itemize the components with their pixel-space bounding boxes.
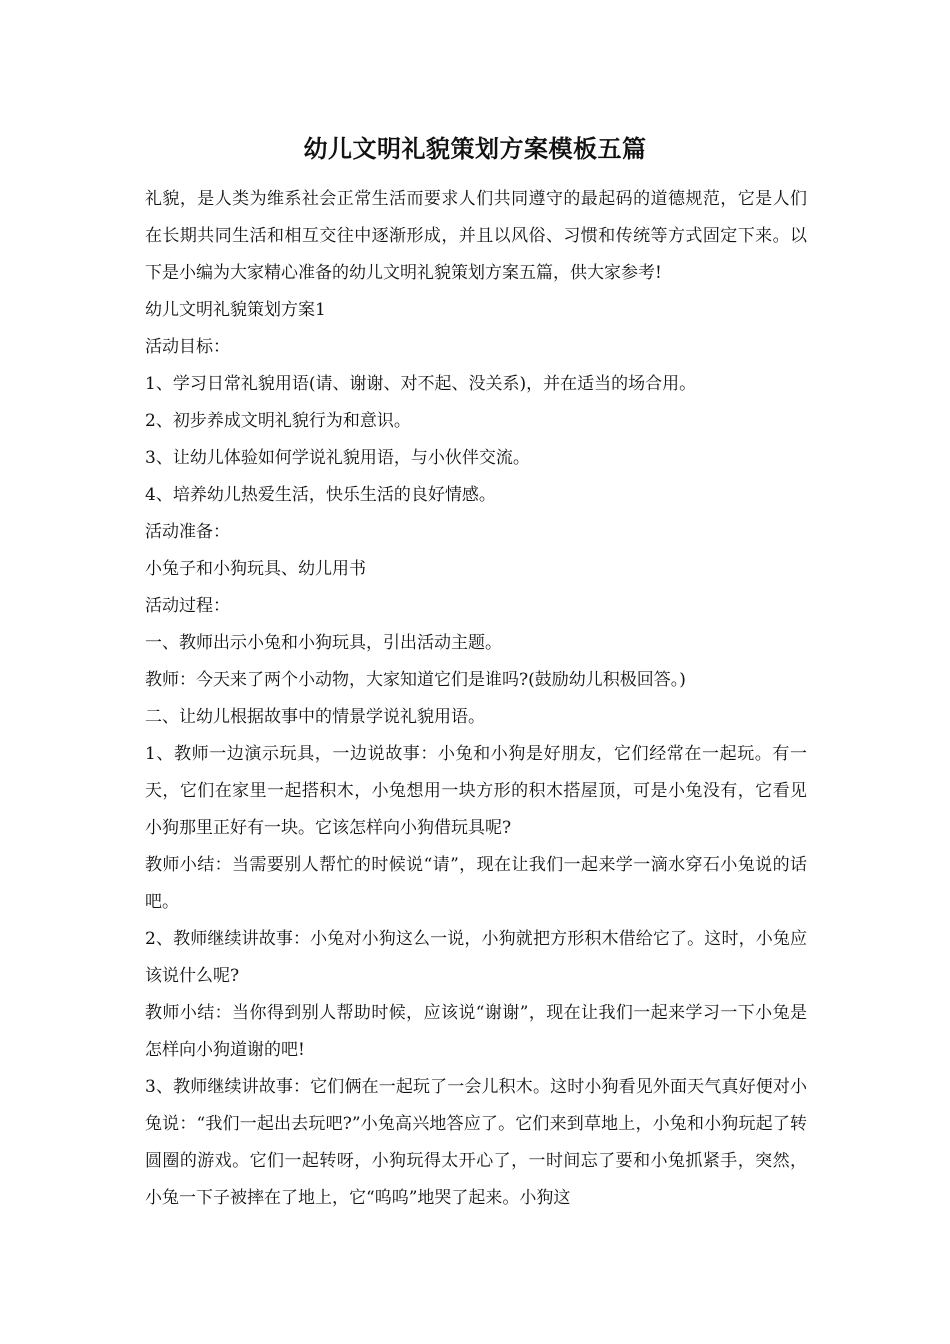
intro-paragraph: 礼貌，是人类为维系社会正常生活而要求人们共同遵守的最起码的道德规范，它是人们在长期共同生活和相互交往中逐渐形成，并且以风俗、习惯和传统等方式固定下来。以下是小编为大家精心准备的幼儿文明礼貌策划方案五篇，供大家参考! xyxy=(145,189,807,283)
preparation-items: 小兔子和小狗玩具、幼儿用书 xyxy=(145,559,366,579)
process-step-1: 一、教师出示小兔和小狗玩具，引出活动主题。 xyxy=(145,633,502,653)
paragraph-preparation-label: 活动准备： xyxy=(145,522,230,542)
story-part-2: 2、教师继续讲故事：小兔对小狗这么一说，小狗就把方形积木借给它了。这时，小兔应该说什么呢? xyxy=(145,929,807,986)
process-step-2: 二、让幼儿根据故事中的情景学说礼貌用语。 xyxy=(145,707,485,727)
goal-item-4: 4、培养幼儿热爱生活，快乐生活的良好情感。 xyxy=(145,485,496,505)
story-part-1: 1、教师一边演示玩具，一边说故事：小兔和小狗是好朋友，它们经常在一起玩。有一天，它们在家里一起搭积木，小兔想用一块方形的积木搭屋顶，可是小兔没有，它看见小狗那里正好有一块。它该怎样向小狗借玩具呢? xyxy=(145,744,807,838)
paragraph-process-label: 活动过程： xyxy=(145,596,230,616)
teacher-summary-2: 教师小结：当你得到别人帮助时候，应该说“谢谢”，现在让我们一起来学习一下小兔是怎样向小狗道谢的吧! xyxy=(145,1003,807,1060)
story-part-3: 3、教师继续讲故事：它们俩在一起玩了一会儿积木。这时小狗看见外面天气真好便对小兔说：“我们一起出去玩吧?”小兔高兴地答应了。它们来到草地上，小兔和小狗玩起了转圆圈的游戏。它们一起转呀，小狗玩得太开心了，一时间忘了要和小兔抓紧手，突然，小兔一下子被摔在了地上，它“呜呜”地哭了起来。小狗这 xyxy=(145,1077,807,1208)
goal-item-1: 1、学习日常礼貌用语(请、谢谢、对不起、没关系)，并在适当的场合用。 xyxy=(145,374,697,394)
section-heading: 幼儿文明礼貌策划方案1 xyxy=(145,300,326,320)
paragraph-activity-goals-label: 活动目标： xyxy=(145,337,230,357)
goal-item-2: 2、初步养成文明礼貌行为和意识。 xyxy=(145,411,411,431)
teacher-summary-1: 教师小结：当需要别人帮忙的时候说“请”，现在让我们一起来学一滴水穿石小兔说的话吧。 xyxy=(145,855,807,912)
teacher-question: 教师：今天来了两个小动物，大家知道它们是谁吗?(鼓励幼儿积极回答。) xyxy=(145,670,686,690)
goal-item-3: 3、让幼儿体验如何学说礼貌用语，与小伙伴交流。 xyxy=(145,448,530,468)
document-body xyxy=(145,181,807,1217)
document-title: 幼儿文明礼貌策划方案模板五篇 xyxy=(303,134,647,163)
